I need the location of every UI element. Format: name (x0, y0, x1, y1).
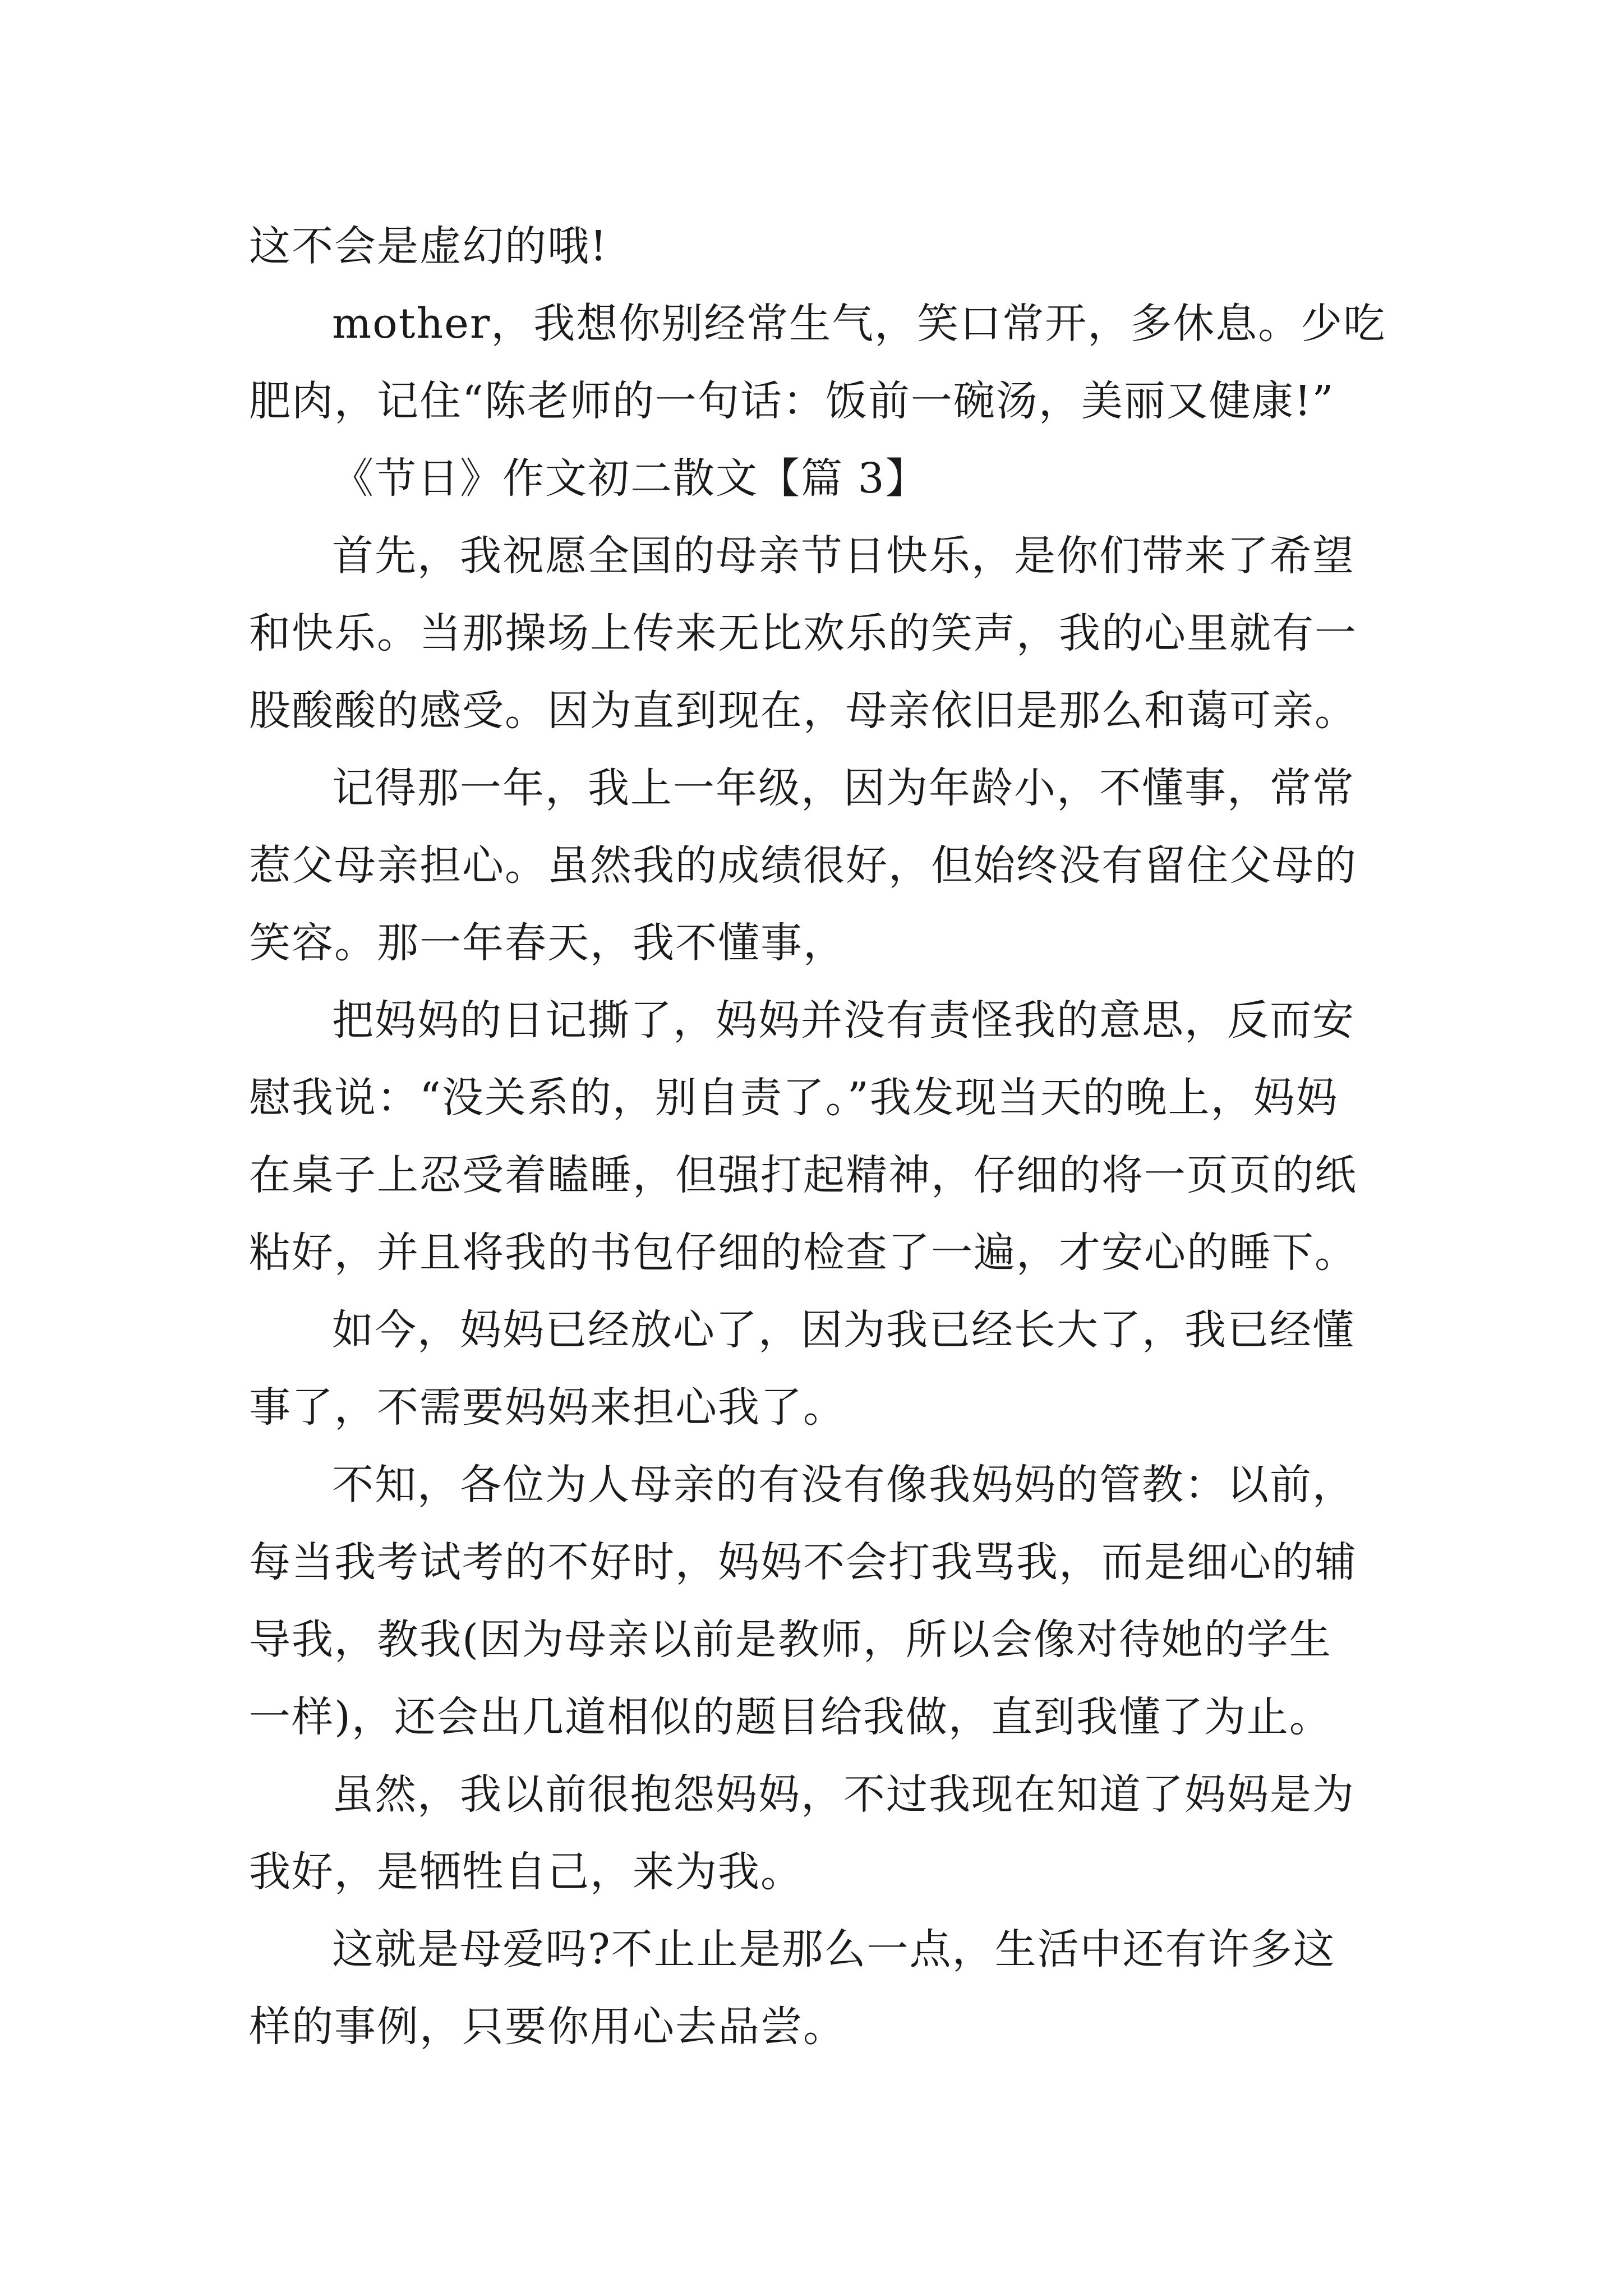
text-line: 惹父母亲担心。虽然我的成绩很好，但始终没有留住父母的 (249, 841, 1357, 890)
text-line: 把妈妈的日记撕了，妈妈并没有责怪我的意思，反而安 (332, 996, 1355, 1045)
text-line: 事了，不需要妈妈来担心我了。 (249, 1383, 846, 1432)
text-line: mother，我想你别经常生气，笑口常开，多休息。少吃 (332, 300, 1386, 348)
article-body (249, 208, 1393, 2065)
text-line: 股酸酸的感受。因为直到现在，母亲依旧是那么和蔼可亲。 (249, 687, 1357, 735)
text-line: 样的事例，只要你用心去品尝。 (249, 2003, 846, 2051)
text-line: 慰我说：“没关系的，别自责了。”我发现当天的晚上，妈妈 (249, 1074, 1339, 1122)
text-line: 虽然，我以前很抱怨妈妈，不过我现在知道了妈妈是为 (332, 1770, 1355, 1819)
text-line: 笑容。那一年春天，我不懂事， (249, 919, 846, 967)
text-line: 导我，教我(因为母亲以前是教师，所以会像对待她的学生 (249, 1616, 1332, 1664)
text-line: 首先，我祝愿全国的母亲节日快乐，是你们带来了希望 (332, 532, 1355, 580)
text-line: 如今，妈妈已经放心了，因为我已经长大了，我已经懂 (332, 1306, 1355, 1354)
section-heading: 《节日》作文初二散文【篇 3】 (332, 454, 928, 503)
text-line: 每当我考试考的不好时，妈妈不会打我骂我，而是细心的辅 (249, 1538, 1357, 1586)
text-line: 我好，是牺牲自己，来为我。 (249, 1848, 803, 1896)
text-line: 这就是母爱吗?不止止是那么一点，生活中还有许多这 (332, 1925, 1336, 1973)
text-line: 这不会是虚幻的哦! (249, 222, 608, 270)
text-line: 在桌子上忍受着瞌睡，但强打起精神，仔细的将一页页的纸 (249, 1151, 1357, 1199)
text-line: 粘好，并且将我的书包仔细的检查了一遍，才安心的睡下。 (249, 1228, 1357, 1277)
text-line: 肥肉，记住“陈老师的一句话：饭前一碗汤，美丽又健康!” (249, 377, 1335, 425)
text-line: 记得那一年，我上一年级，因为年龄小，不懂事，常常 (332, 764, 1355, 812)
text-line: 和快乐。当那操场上传来无比欢乐的笑声，我的心里就有一 (249, 609, 1357, 657)
text-line: 一样)，还会出几道相似的题目给我做，直到我懂了为止。 (249, 1693, 1332, 1741)
text-line: 不知，各位为人母亲的有没有像我妈妈的管教：以前， (332, 1461, 1355, 1509)
